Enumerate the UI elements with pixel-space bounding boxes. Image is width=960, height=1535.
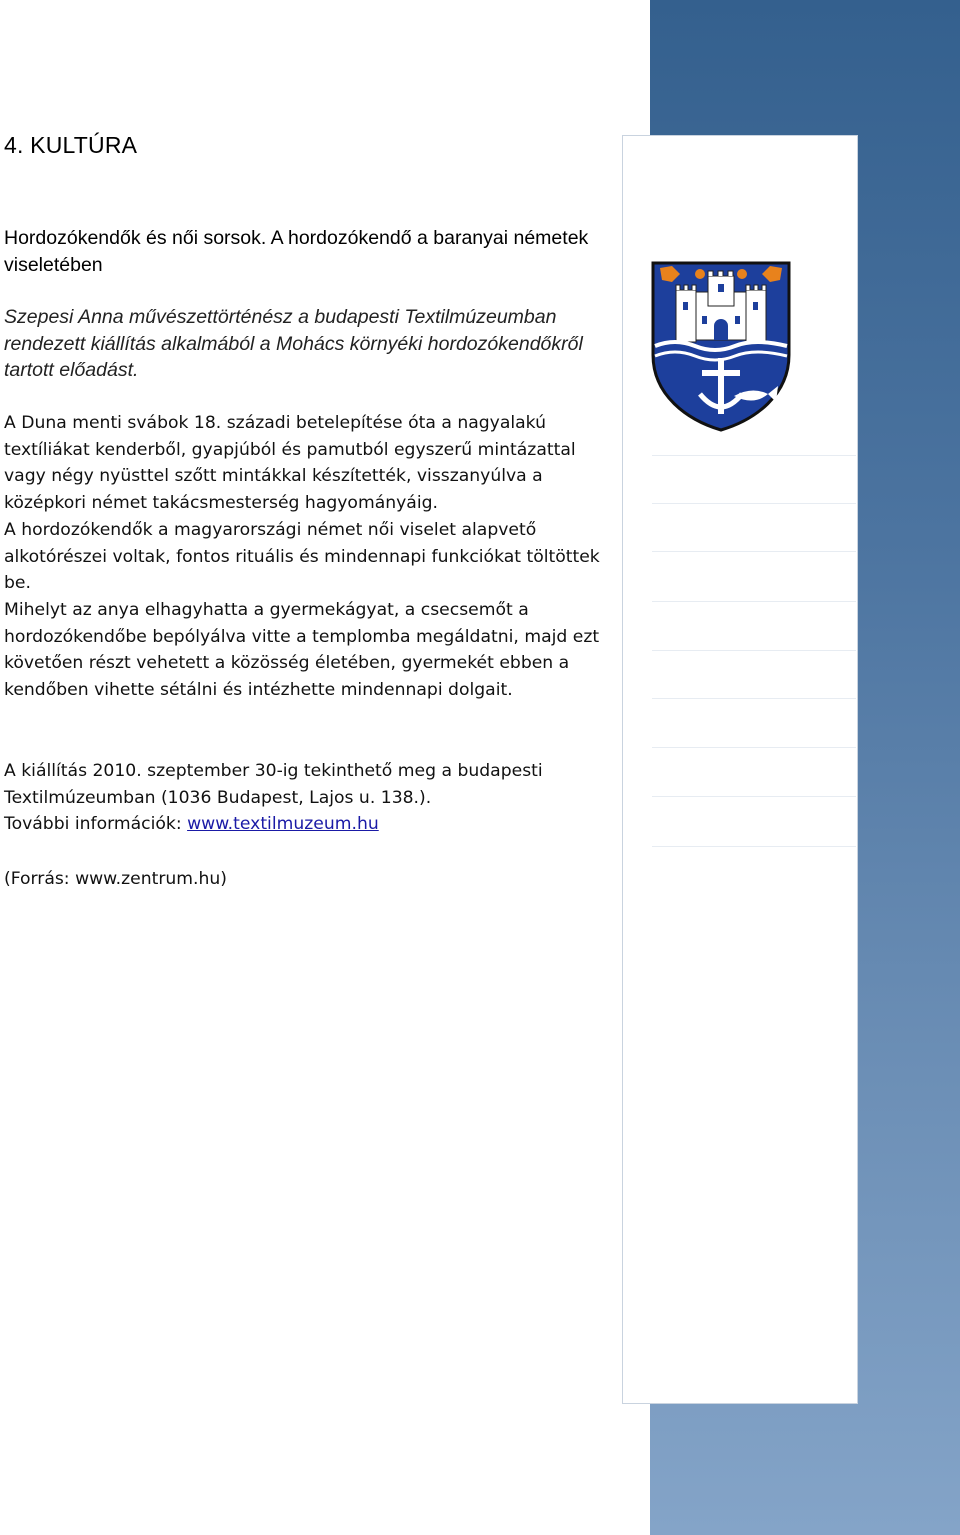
article-title: Hordozókendők és női sorsok. A hordozókendő a baranyai németek viseletében — [4, 227, 589, 276]
sidebar-divider — [652, 455, 856, 456]
sidebar-divider — [652, 601, 856, 602]
textilmuzeum-link[interactable]: www.textilmuzeum.hu — [187, 814, 379, 835]
exhibit-text: A kiállítás 2010. szeptember 30-ig tekinthető meg a budapesti Textilmúzeumban (1036 Budapest, Lajos u. 138.). — [4, 761, 543, 808]
source-credit: (Forrás: www.zentrum.hu) — [4, 869, 228, 889]
sidebar-divider — [652, 846, 856, 847]
exhibit-info — [4, 758, 604, 838]
sidebar-divider — [652, 503, 856, 504]
sidebar-divider — [652, 747, 856, 748]
sidebar-divider — [652, 650, 856, 651]
section-title: 4. KULTÚRA — [4, 132, 138, 158]
sidebar-divider — [652, 796, 856, 797]
article-lead: Szepesi Anna művészettörténész a budapesti Textilmúzeumban rendezett kiállítás alkalmából a Mohács környéki hordozókendőkről tartott előadást. — [4, 306, 583, 381]
more-info-label: További információk: — [4, 814, 188, 835]
sidebar-divider — [652, 698, 856, 699]
article-body: A Duna menti svábok 18. századi betelepítése óta a nagyalakú textíliákat kenderből, gyapjúból és pamutból egyszerű mintázattal vagy négy nyüsttel szőtt mintákkal készítették, visszanyúlva a középkori német takácsmesterség hagyományáig. A hordozókendők a magyarországi német női viselet alapvető alkotórészei voltak, fontos rituális és mindennapi funkciókat töltöttek be. Mihelyt az anya elhagyhatta a gyermekágyat, a csecsemőt a hordozókendőbe bepólyálva vitte a templomba megáldatni, majd ezt követően részt vehetett a közösség életében, gyermekét ebben a kendőben vihette sétálni és intézhette mindennapi dolgait. — [4, 413, 600, 701]
coat-of-arms-icon — [650, 260, 792, 432]
sidebar-divider — [652, 551, 856, 552]
